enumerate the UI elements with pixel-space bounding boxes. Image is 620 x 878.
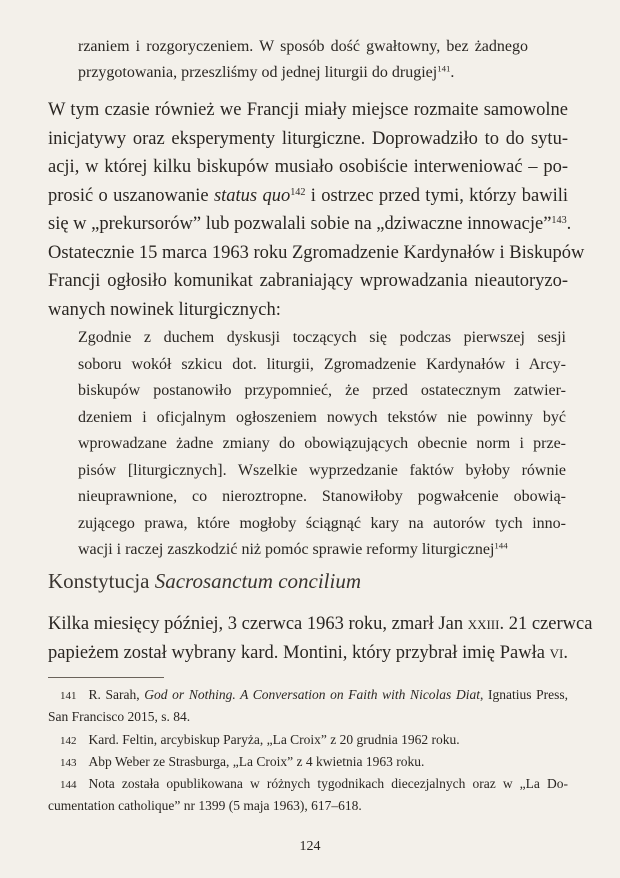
- footnote-number: 143: [60, 757, 77, 769]
- block-quote: [78, 325, 566, 564]
- footnote: [48, 752, 568, 774]
- footnote-number: 144: [60, 779, 77, 791]
- footnote-line: cumentation catholique” nr 1399 (5 maja 1963), 617–618.: [48, 797, 362, 813]
- text-line: Francji ogłosiło komunikat zabraniający wprowadzania nieautoryzo-: [48, 271, 568, 291]
- footnote-ref: 141: [437, 63, 451, 74]
- text-line: przygotowania, przeszliśmy od jednej liturgii do drugiej$^{141}$.: [78, 63, 455, 81]
- quote-line: soboru wokół szkicu dot. liturgii, Zgromadzenie Kardynałów i Arcy-: [78, 355, 566, 373]
- page-number: 124: [299, 839, 321, 854]
- text-line: Kilka miesięcy później, 3 czerwca 1963 roku, zmarł Jan xxiii. 21 czerwca: [48, 614, 593, 634]
- quote-line: zującego prawa, które mogłoby ściągnąć kary na autorów tych inno-: [78, 514, 566, 532]
- footnote: [48, 774, 568, 816]
- footnote: [48, 685, 568, 727]
- footnote-number: 141: [60, 690, 77, 702]
- footnote-line: San Francisco 2015, s. 84.: [48, 708, 191, 724]
- section-heading: Konstytucja Sacrosanctum concilium: [48, 569, 362, 593]
- body-paragraph: [48, 610, 593, 667]
- text-line: acji, w której kilku biskupów musiało osobiście interweniować – po-: [48, 157, 568, 177]
- text-line: wanych nowinek liturgicznych:: [48, 299, 281, 320]
- footnote-line: 141 R. Sarah, God or Nothing. A Conversation on Faith with Nicolas Diat, Ignatius Press,: [60, 687, 568, 702]
- footnote-ref: 142: [290, 186, 306, 198]
- text-line: papieżem został wybrany kard. Montini, który przybrał imię Pawła vi.: [48, 642, 568, 663]
- body-paragraph: [48, 96, 585, 324]
- footnote: [48, 730, 568, 752]
- continued-paragraph: [78, 34, 528, 86]
- quote-line: wprowadzane żadne zmiany do obowiązujących obecnie norm i prze-: [78, 435, 566, 452]
- text-line: Ostatecznie 15 marca 1963 roku Zgromadzenie Kardynałów i Biskupów: [48, 242, 585, 263]
- quote-line: pisów [liturgicznych]. Wszelkie wyprzedzanie faktów byłoby równie: [78, 461, 566, 479]
- footnote-line: 143 Abp Weber ze Strasburga, „La Croix” z 4 kwietnia 1963 roku.: [60, 754, 425, 769]
- quote-line: Zgodnie z duchem dyskusji toczących się podczas pierwszej sesji: [78, 329, 566, 346]
- footnote-ref: 144: [494, 540, 508, 551]
- footnote-number: 142: [60, 735, 77, 747]
- footnote-line: 142 Kard. Feltin, arcybiskup Paryża, „La Croix” z 20 grudnia 1962 roku.: [60, 732, 460, 747]
- text-line: inicjatywy oraz eksperymenty liturgiczne. Doprowadziło to do sytu-: [48, 128, 568, 149]
- quote-line: nieuprawnione, co nieroztropne. Stanowiłoby pogwałcenie obowią-: [78, 488, 566, 505]
- text-line: rzaniem i rozgoryczeniem. W sposób dość gwałtowny, bez żadnego: [78, 38, 528, 55]
- quote-line: dzeniem i oficjalnym ogłoszeniem nowych tekstów nie powinny być: [78, 408, 566, 426]
- text-line: W tym czasie również we Francji miały miejsce rozmaite samowolne: [48, 100, 568, 120]
- footnote-ref: 143: [551, 214, 567, 226]
- quote-line: wacji i raczej zaszkodzić niż pomóc sprawie reformy liturgicznej$^{144}$: [78, 540, 508, 558]
- quote-line: biskupów postanowiło przypomnieć, że przed ostatecznym zatwier-: [78, 382, 566, 399]
- footnote-line: 144 Nota została opublikowana w różnych tygodnikach diecezjalnych oraz w „La Do-: [60, 776, 568, 791]
- text-line: się w „prekursorów” lub pozwalali sobie na „dziwaczne innowacje”$^{143}$.: [48, 214, 572, 234]
- footnote-separator: [48, 677, 164, 678]
- text-line: prosić o uszanowanie status quo$^{142}$ i ostrzec przed tymi, którzy bawili: [48, 185, 568, 206]
